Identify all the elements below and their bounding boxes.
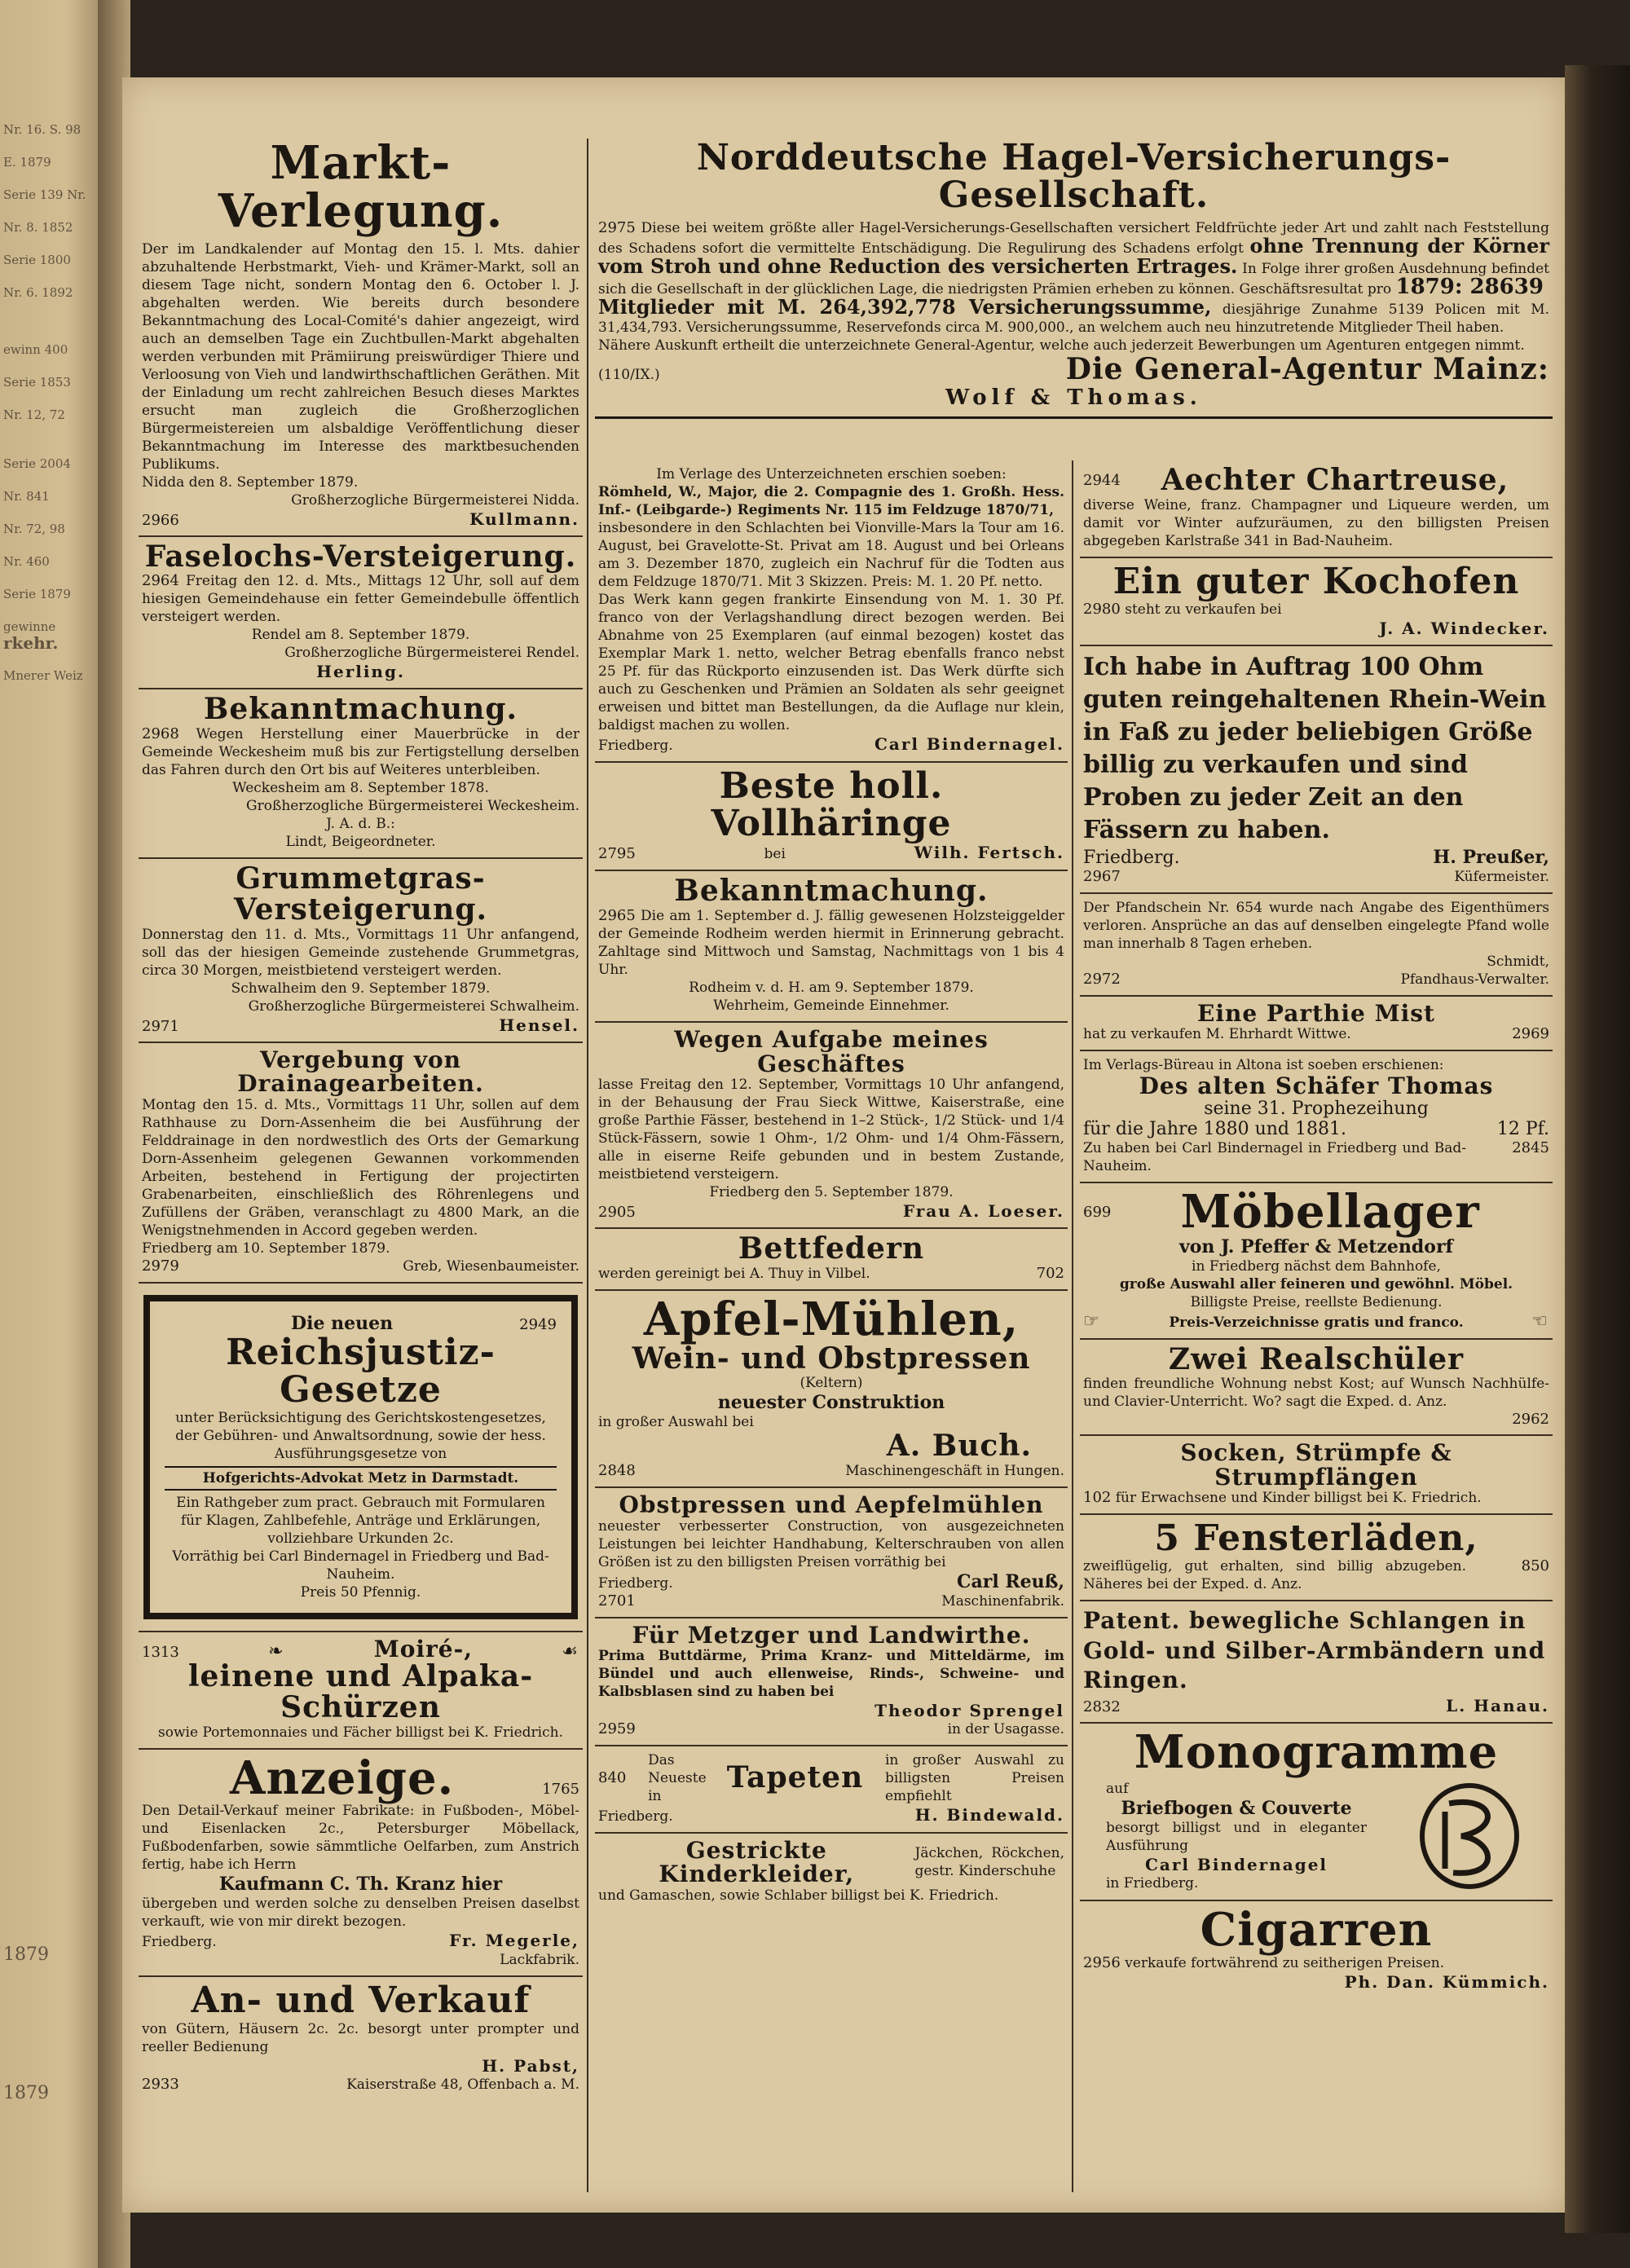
ad-anzeige <box>139 1750 583 1978</box>
ad-number: 2975 <box>598 219 636 237</box>
ad-text: unter Berücksichtigung des Gerichtskostengesetzes, der Gebühren- und Anwaltsordnung, sowie der hess. Ausführungsgesetze von <box>175 1409 546 1462</box>
ad-signer: Wehrheim, Gemeinde Einnehmer. <box>713 997 949 1015</box>
ad-address: Kaiserstraße 48, Offenbach a. M. <box>346 2076 579 2093</box>
fragment: gewinne <box>3 619 56 634</box>
ad-text-4: Nähere Auskunft ertheilt die unterzeichnete General-Agentur, welche auch jederzeit Bewerbungen um Agenturen entgegen nimmt. <box>598 337 1525 355</box>
ad-author: Hofgerichts-Advokat Metz in Darmstadt. <box>165 1466 557 1491</box>
ad-socken <box>1080 1436 1553 1515</box>
ad-signer: H. Bindewald. <box>914 1804 1064 1825</box>
ad-place: Friedberg. <box>598 1574 673 1592</box>
ad-number: 2845 <box>1512 1138 1549 1156</box>
ad-signer: Ph. Dan. Kümmich. <box>1344 1972 1549 1993</box>
ad-reichsjustiz <box>139 1284 583 1632</box>
ad-title: Grummetgras-Versteigerung. <box>233 861 488 927</box>
fragment: Nr. 841 <box>3 489 50 504</box>
ad-signer: Carl Bindernagel. <box>874 734 1064 754</box>
ad-title: Monogramme <box>1134 1724 1499 1779</box>
ad-title: Ein guter Kochofen <box>1112 560 1520 602</box>
ad-at: bei <box>764 846 786 863</box>
ad-signer-sub: Pfandhaus-Verwalter. <box>1400 971 1549 988</box>
ad-authority: Großherzogliche Bürgermeisterei Nidda. <box>291 491 579 509</box>
ad-number: 2965 <box>598 907 636 925</box>
ad-hagel-inner <box>595 134 1553 419</box>
ad-metzger <box>595 1618 1068 1746</box>
ad-signer: Schmidt, <box>1487 953 1549 970</box>
column-rule <box>587 139 588 2192</box>
fragment: rkehr. <box>3 633 59 653</box>
fragment: Serie 2004 <box>3 456 71 471</box>
ad-title: Apfel-Mühlen, <box>643 1292 1020 1346</box>
ad-number: 2979 <box>142 1257 179 1275</box>
ad-sub: (Keltern) <box>800 1375 863 1392</box>
ad-place: Friedberg. <box>1083 847 1180 868</box>
ad-mist <box>1080 997 1553 1051</box>
ad-title: Für Metzger und Landwirthe. <box>632 1621 1031 1649</box>
ad-number: 2962 <box>1512 1411 1549 1429</box>
ad-title: Bettfedern <box>738 1231 925 1266</box>
ad-sub-2: neuester Construktion <box>717 1392 945 1414</box>
ad-authority: Großherzogliche Bürgermeisterei Rendel. <box>284 645 579 662</box>
ad-text: von J. Pfeffer & Metzendorf <box>1178 1235 1454 1257</box>
ad-grummetgras <box>139 859 583 1043</box>
ad-place: Friedberg. <box>598 1808 673 1825</box>
ornament-icon: ❧ <box>268 1640 285 1662</box>
ad-schlangen <box>1080 1601 1553 1723</box>
ad-aufgabe <box>595 1023 1068 1229</box>
ad-text-3: besorgt billigst und in eleganter Ausführung <box>1106 1820 1367 1855</box>
ad-number: 2949 <box>519 1315 557 1333</box>
fragment: Serie 139 Nr. <box>3 187 86 202</box>
ad-number: 2848 <box>598 1462 636 1480</box>
ad-text: Freitag den 12. d. Mts., Mittags 12 Uhr, soll auf dem hiesigen Gemeindehause ein fetter Gemeindebulle öffentlich versteigert werden. <box>142 573 579 626</box>
ad-signer-sub: Maschinenfabrik. <box>941 1592 1064 1610</box>
ad-number: 840 <box>598 1769 627 1787</box>
ad-intro: Im Verlage des Unterzeichneten erschien soeben: <box>656 466 1007 482</box>
ad-text: neuester verbesserter Construction, von ausgezeichneten Leistungen bei leichter Handhabung, Kelterschrauben von allen Größen ist zu den billigsten Preisen vorräthig bei <box>598 1517 1064 1570</box>
fragment: ewinn 400 <box>3 342 68 357</box>
fragment: Nr. 16. S. 98 <box>3 122 82 137</box>
fragment: Mnerer Weiz <box>3 668 83 683</box>
ad-title: Markt-Verlegung. <box>218 136 504 238</box>
hand-pointer-icon: ☞ <box>1083 1310 1101 1332</box>
ad-cigarren <box>1080 1901 1553 1998</box>
ad-signer: Frau A. Loeser. <box>902 1200 1064 1221</box>
ad-text-2: Das Werk kann gegen frankirte Einsendung von M. 1. 30 Pf. franco von der Verlagshandlung direct bezogen werden. Bei Abnahme von 25 Exemplaren (auf einmal bezogen) kostet das Exemplar Mark 1. netto, welcher Betrag ebenfalls franco nebst 25 Pf. für das Rückporto einzusenden ist. Das Werk dürfte sich auch zu Geschenken und Prämien an Soldaten als sehr geeignet erweisen und bittet man Bestellungen, da die Auflage nur klein, baldigst machen zu wollen. <box>598 592 1064 733</box>
ad-signer: Wilh. Fertsch. <box>914 843 1064 863</box>
ad-number: 2701 <box>598 1592 636 1610</box>
ad-signer: Hensel. <box>499 1015 579 1035</box>
fragment: Serie 1879 <box>3 587 71 601</box>
ad-signer: Carl Bindernagel <box>1144 1855 1328 1875</box>
ad-number: 2956 <box>1083 1954 1121 1972</box>
ad-agency: Die General-Agentur Mainz: <box>1065 352 1549 387</box>
hand-pointer-icon: ☜ <box>1531 1310 1549 1332</box>
fragment: Nr. 460 <box>3 554 50 569</box>
ad-moebellager <box>1080 1183 1553 1340</box>
ad-bekanntmachung-rodheim <box>595 871 1068 1023</box>
ad-kochofen <box>1080 558 1553 646</box>
ad-text-3: Vorräthig bei Carl Bindernagel in Friedberg und Bad-Nauheim. <box>172 1548 549 1583</box>
ad-schaefer-thomas <box>1080 1051 1553 1182</box>
ad-title-2: Gesetze <box>280 1368 442 1411</box>
ad-text: diverse Weine, franz. Champagner und Liqueure werden, um damit vor Winter aufzuräumen, zu den billigsten Preisen abgegeben Karlstraße 341 in Bad-Nauheim. <box>1083 496 1549 549</box>
ad-number: 2968 <box>142 725 179 743</box>
ad-number: 2832 <box>1083 1698 1121 1715</box>
ad-firm-sub: Maschinengeschäft in Hungen. <box>845 1463 1064 1480</box>
ad-obstpressen <box>595 1488 1068 1618</box>
ad-chartreuse <box>1080 460 1553 558</box>
ad-title: Wegen Aufgabe meines Geschäftes <box>674 1026 989 1077</box>
ad-title: Bekanntmachung. <box>203 692 518 727</box>
ad-signer: J. A. Windecker. <box>1379 618 1549 638</box>
ad-title: Möbellager <box>1180 1184 1480 1239</box>
column-rule <box>1072 460 1073 2192</box>
ad-date: Schwalheim den 9. September 1879. <box>231 980 491 997</box>
ad-text: auf <box>1106 1781 1129 1798</box>
ad-text-3: diesjährige Zunahme 5139 Policen mit M. 31,434,793. Versicherungssumme, Reservefonds circa M. 900,000., an welchem auch neu hinzutretende Mitglieder Theil haben. <box>598 302 1550 337</box>
ad-number: 1765 <box>542 1780 579 1798</box>
ad-number: 850 <box>1521 1557 1549 1575</box>
ad-ivb: J. A. d. B.: <box>326 816 395 833</box>
ad-date: Friedberg am 10. September 1879. <box>142 1240 390 1257</box>
ad-text-2: Briefbogen & Couverte <box>1121 1798 1352 1820</box>
ad-number: 2969 <box>1512 1025 1549 1043</box>
ad-number: 102 <box>1083 1489 1112 1507</box>
fragment: Nr. 8. 1852 <box>3 220 73 235</box>
ad-price: Preis 50 Pfennig. <box>300 1583 421 1601</box>
ad-realschueler <box>1080 1340 1553 1437</box>
ad-kinderkleider <box>595 1834 1068 1911</box>
ad-text: Ich habe in Auftrag 100 Ohm guten reingehaltenen Rhein-Wein in Faß zu jeder beliebigen Größe billig zu verkaufen und sind Proben zu jeder Zeit an den Fässern zu haben. <box>1083 652 1547 844</box>
ad-text: finden freundliche Wohnung nebst Kost; auf Wunsch Nachhülfe- und Clavier-Unterricht. Wo? sagt die Exped. d. Anz. <box>1083 1376 1549 1411</box>
ad-signer-sub: in der Usagasse. <box>947 1720 1064 1737</box>
ornament-icon: ☙ <box>562 1640 579 1662</box>
ad-name: Kaufmann C. Th. Kranz hier <box>218 1874 503 1896</box>
ad-number: 2964 <box>142 572 179 590</box>
ad-faselochs <box>139 537 583 690</box>
ad-roemheld <box>595 460 1068 763</box>
ad-text: Wegen Herstellung einer Mauerbrücke in der Gemeinde Weckesheim muß bis zur Fertigstellung derselben das Fahren durch den Ort bis auf Weiteres unterbleiben. <box>142 726 580 779</box>
fragment: E. 1879 <box>3 155 51 170</box>
ad-ref: (110/IX.) <box>598 367 660 384</box>
ad-firm: A. Buch. <box>886 1429 1032 1464</box>
ad-number: 702 <box>1036 1264 1064 1282</box>
ad-number: 2944 <box>1083 472 1121 490</box>
ad-vollhaeringe <box>595 763 1068 871</box>
ad-pfandschein <box>1080 894 1553 997</box>
ad-text: Prima Buttdärme, Prima Kranz- und Mitteldärme, im Bündel und auch ellenweise, Rinds-, Schweine- und Kalbsblasen sind zu haben bei <box>598 1647 1064 1700</box>
ad-text: Donnerstag den 11. d. Mts., Vormittags 11 Uhr anfangend, soll das der hiesigen Gemeinde zustehende Grummetgras, circa 30 Morgen, meistbietend versteigert werden. <box>142 926 579 979</box>
ad-members: Mitglieder mit M. 264,392,778 Versicherungssumme, <box>598 295 1212 319</box>
ad-title: Patent. bewegliche Schlangen in Gold- und Silber-Armbändern und Ringen. <box>1083 1607 1546 1694</box>
adjacent-page-edge <box>0 0 110 2268</box>
ad-number: 2971 <box>142 1017 179 1035</box>
ad-signer-sub: in Friedberg. <box>1106 1875 1199 1892</box>
ad-text: Montag den 15. d. Mts., Vormittags 11 Uhr, sollen auf dem Rathhause zu Dorn-Assenheim die bei Ausführung der Felddrainage in den nordwestlich des Orts der Gemarkung Dorn-Assenheim gelegenen Gewannen vorkommenden Arbeiten, bestehend in Fertigung der projectirten Grabenarbeiten, einschließlich des Röhrenlegens und Zufüllens der Gräben, veranschlagt zu 4800 Mark, an die Wenigstnehmenden in Accord gegeben werden. <box>142 1096 579 1239</box>
ad-text-4: Billigste Preise, reellste Bedienung. <box>1190 1293 1443 1310</box>
ad-number: 2967 <box>1083 867 1121 885</box>
ad-place: Friedberg. <box>598 738 673 754</box>
ad-signer: Theodor Sprengel <box>874 1700 1064 1720</box>
ad-text: Zu haben bei Carl Bindernagel in Friedberg und Bad-Nauheim. <box>1083 1139 1466 1174</box>
ad-bettfedern <box>595 1229 1068 1291</box>
ad-title: Aechter Chartreuse, <box>1161 463 1509 497</box>
ad-reichsjustiz-frame <box>143 1295 578 1619</box>
ad-number: 2933 <box>142 2075 179 2093</box>
ad-title: Cigarren <box>1200 1903 1433 1958</box>
ad-text: steht zu verkaufen bei <box>1125 601 1282 618</box>
ad-title: Moiré-, <box>373 1635 473 1662</box>
ad-signer: Herling. <box>316 662 405 682</box>
newspaper-page <box>122 77 1565 2213</box>
ad-apfel-muehlen <box>595 1291 1068 1488</box>
ad-signer: H. Preußer, <box>1433 846 1549 868</box>
ad-years: für die Jahre 1880 und 1881. <box>1083 1118 1346 1139</box>
ad-hagel-versicherung <box>595 134 1553 419</box>
ad-signer-sub: Lackfabrik. <box>500 1952 579 1969</box>
ad-text: von Gütern, Häusern 2c. 2c. besorgt unter prompter und reeller Bedienung <box>142 2020 579 2055</box>
ad-text: in großer Auswahl zu billigsten Preisen empfiehlt <box>884 1751 1064 1804</box>
ad-year-result: 1879: 28639 <box>1395 275 1544 300</box>
ad-text: Der im Landkalender auf Montag den 15. l. Mts. dahier abzuhaltende Herbstmarkt, Vieh- und Krämer-Markt, soll an diesem Tage nicht, sondern Montag den 6. October l. J. abgehalten werden. Wie bereits durch besondere Bekanntmachung des Local-Comité's dahier angezeigt, wird auch an demselben Tage ein Zuchtbullen-Markt abgehalten werden verbunden mit Prämiirung preiswürdiger Thiere und Verloosung von Vieh und landwirthschaftlichen Geräthen. Mit der Einladung um recht zahlreichen Besuch dieses Marktes ersucht man zugleich die Großherzoglichen Bürgermeistereien um alsbaldige Veröffentlichung dieser Bekanntmachung im Interesse des marktbesuchenden Publikums. <box>142 240 579 473</box>
ad-text: Jäckchen, Röckchen, gestr. Kinderschuhe <box>914 1845 1064 1880</box>
ad-signer: Fr. Megerle, <box>449 1931 579 1951</box>
fragment: Nr. 6. 1892 <box>3 285 73 300</box>
ad-authority: Großherzogliche Bürgermeisterei Schwalheim. <box>248 997 579 1015</box>
fragment: 1879 <box>3 1944 49 1965</box>
ad-place: Friedberg. <box>142 1934 217 1951</box>
ad-bekanntmachung-weckesheim <box>139 689 583 859</box>
book-cover-edge <box>1565 65 1630 2233</box>
ad-number: 2966 <box>142 511 179 529</box>
column-right <box>1080 460 1553 1998</box>
ad-date: Weckesheim am 8. September 1878. <box>232 780 489 797</box>
ad-signer: Carl Reuß, <box>956 1570 1064 1592</box>
ad-text: Den Detail-Verkauf meiner Fabrikate: in Fußboden-, Möbel- und Eisenlacken 2c., Petersburger Möbellack, Fußbodenfarben, sowie sämmtliche Oelfarben, zum Anstrich fertig, habe ich Herrn <box>142 1803 579 1874</box>
ad-text: für Erwachsene und Kinder billigst bei K. Friedrich. <box>1115 1490 1482 1507</box>
ad-date: Nidda den 8. September 1879. <box>142 473 359 491</box>
ad-title: Faselochs-Versteigerung. <box>144 539 577 574</box>
ad-title: Des alten Schäfer Thomas <box>1139 1072 1494 1100</box>
column-left <box>139 134 583 2100</box>
ad-title: Norddeutsche Hagel-Versicherungs-Gesellschaft. <box>696 137 1452 217</box>
ad-number: 2795 <box>598 845 636 863</box>
ad-pre: Das Neueste in <box>648 1751 707 1804</box>
ad-signer: Lindt, Beigeordneter. <box>285 834 436 851</box>
ad-signer: Kullmann. <box>469 509 579 529</box>
ad-title: Vergebung von Drainagearbeiten. <box>237 1046 484 1098</box>
ad-title: Bekanntmachung. <box>674 874 989 909</box>
ad-text-2: übergeben und werden solche zu denselben Preisen daselbst verkauft, wie von mir direkt bezogen. <box>142 1896 579 1931</box>
ad-ankauf <box>139 1977 583 2099</box>
ad-number: 2905 <box>598 1203 636 1221</box>
column-middle <box>595 460 1068 1911</box>
ad-fensterlaeden <box>1080 1515 1553 1601</box>
ad-text-3: große Auswahl aller feineren und gewöhnl. Möbel. <box>1119 1275 1513 1293</box>
ad-tapeten <box>595 1746 1068 1834</box>
ad-title: An- und Verkauf <box>191 1980 531 2022</box>
ad-text: zweiflügelig, gut erhalten, sind billig abzugeben. Näheres bei der Exped. d. Anz. <box>1083 1558 1466 1593</box>
ad-title: Tapeten <box>726 1760 864 1795</box>
ad-signer: L. Hanau. <box>1446 1695 1549 1715</box>
ad-auftrag-wein <box>1080 646 1553 894</box>
fragment: Nr. 12, 72 <box>3 407 65 422</box>
ad-text: sowie Portemonnaies und Fächer billigst bei K. Friedrich. <box>158 1724 563 1741</box>
ad-text-2: und Gamaschen, sowie Schlaber billigst bei K. Friedrich. <box>598 1887 999 1904</box>
ad-moire <box>139 1632 583 1750</box>
fragment: Serie 1853 <box>3 375 71 390</box>
ad-drainage <box>139 1043 583 1284</box>
ad-text: lasse Freitag den 12. September, Vormittags 10 Uhr anfangend, in der Behausung der Frau Sieck Wittwe, Kaiserstraße, eine große Parthie Fässer, bestehend in 1–2 Stück-, 1/2 Stück- und 1/4 Stück-Fässern, sowie 1 Ohm-, 1/2 Ohm- und 1/4 Ohm-Fässern, alle in eiserne Reife gebunden und in bestem Zustande, meistbietend versteigern. <box>598 1076 1064 1182</box>
ad-authority: Großherzogliche Bürgermeisterei Weckesheim. <box>246 798 579 815</box>
ad-date: Rodheim v. d. H. am 9. September 1879. <box>689 980 974 997</box>
ad-date: Rendel am 8. September 1879. <box>251 627 470 644</box>
ad-title: Gestrickte Kinderkleider, <box>659 1836 855 1888</box>
ad-text: insbesondere in den Schlachten bei Vionville-Mars la Tour am 16. August, bei Gravelotte-St. Privat am 18. August und bei Orleans am 3. Dezember 1870, zugleich ein Nachruf für die Todten aus dem Feldzuge 1870/71. Mit 3 Skizzen. Preis: M. 1. 20 Pf. netto. <box>598 520 1064 590</box>
ad-text-2: Ein Rathgeber zum pract. Gebrauch mit Formularen für Klagen, Zahlbefehle, Anträge und Erklärungen, vollziehbare Urkunden 2c. <box>176 1494 545 1547</box>
ad-title: Socken, Strümpfe & Strumpflängen <box>1180 1439 1452 1491</box>
ad-title: Zwei Realschüler <box>1168 1341 1465 1376</box>
ad-number: 2980 <box>1083 600 1121 618</box>
ad-text: Der Pfandschein Nr. 654 wurde nach Angabe des Eigenthümers verloren. Ansprüche an das auf denselben eingelegte Pfand wolle man innerhalb 8 Tagen erheben. <box>1083 899 1549 952</box>
ad-text-2: In Folge ihrer großen Ausdehnung befindet sich die Gesellschaft in der glücklichen Lage, die niedrigsten Prämien erheben zu können. Geschäftsresultat pro <box>598 261 1550 298</box>
ad-text: in großer Auswahl bei <box>598 1414 754 1431</box>
ad-title-2: leinene und Alpaka-Schürzen <box>187 1658 534 1724</box>
fragment: Serie 1800 <box>3 253 71 267</box>
ad-number: 699 <box>1083 1203 1112 1221</box>
ad-text: werden gereinigt bei A. Thuy in Vilbel. <box>598 1265 870 1282</box>
ad-date: Friedberg den 5. September 1879. <box>709 1183 954 1200</box>
ad-text: hat zu verkaufen M. Ehrhardt Wittwe. <box>1083 1026 1351 1043</box>
ad-signer-sub: Küfermeister. <box>1454 868 1549 885</box>
ad-title-2: Wein- und Obstpressen <box>632 1341 1031 1376</box>
ad-sub: seine 31. Prophezeihung <box>1204 1098 1429 1119</box>
ad-pre: Die neuen <box>291 1312 394 1334</box>
fragment: 1879 <box>3 2083 49 2103</box>
ad-signer: H. Pabst, <box>482 2055 579 2076</box>
ad-intro: Im Verlags-Büreau in Altona ist soeben erschienen: <box>1083 1057 1444 1074</box>
ad-title: Römheld, W., Major, die 2. Compagnie des 1. Großh. Hess. Inf.- (Leibgarde-) Regiments Nr. 115 im Feldzuge 1870/71, <box>598 484 1064 518</box>
monogram-emblem-icon <box>1412 1779 1526 1893</box>
ad-firm: Wolf & Thomas. <box>945 385 1202 411</box>
ad-monogramme <box>1080 1724 1553 1902</box>
ad-signer: Greb, Wiesenbaumeister. <box>403 1257 579 1275</box>
ad-title: Reichsjustiz- <box>226 1331 496 1373</box>
ad-title: Beste holl. Vollhäringe <box>711 765 952 845</box>
ad-price: 12 Pf. <box>1496 1118 1549 1139</box>
fragment: Nr. 72, 98 <box>3 522 65 536</box>
ad-title: Eine Parthie Mist <box>1197 999 1435 1027</box>
ad-text-5: Preis-Verzeichnisse gratis und franco. <box>1169 1314 1464 1331</box>
ad-text: Die am 1. September d. J. fällig gewesenen Holzsteiggelder der Gemeinde Rodheim werden hiermit in Erinnerung gebracht. Zahltage sind Mittwoch und Samstag, Nachmittags von 1 bis 4 Uhr. <box>598 908 1064 979</box>
ad-text-2: in Friedberg nächst dem Bahnhofe, <box>1192 1257 1441 1275</box>
ad-number: 1313 <box>142 1643 179 1661</box>
ad-title: Obstpressen und Aepfelmühlen <box>619 1491 1044 1519</box>
ad-title: Anzeige. <box>230 1751 455 1805</box>
ad-text: verkaufe fortwährend zu seitherigen Preisen. <box>1125 1955 1445 1972</box>
ad-number: 2959 <box>598 1720 636 1737</box>
ad-text: Diese bei weitem größte aller Hagel-Versicherungs-Gesellschaften versichert Feldfrüchte jeder Art und zahlt nach Feststellung des Schadens sofort die vermittelte Entschädigung. Die Regulirung des Schadens erfolgt <box>598 220 1549 258</box>
ad-emphasis: ohne Trennung der Körner vom Stroh und ohne Reduction des versicherten Ertrages. <box>598 234 1550 279</box>
ad-title: 5 Fensterläden, <box>1154 1517 1478 1560</box>
ad-markt-verlegung <box>139 134 583 537</box>
ad-number: 2972 <box>1083 970 1121 988</box>
